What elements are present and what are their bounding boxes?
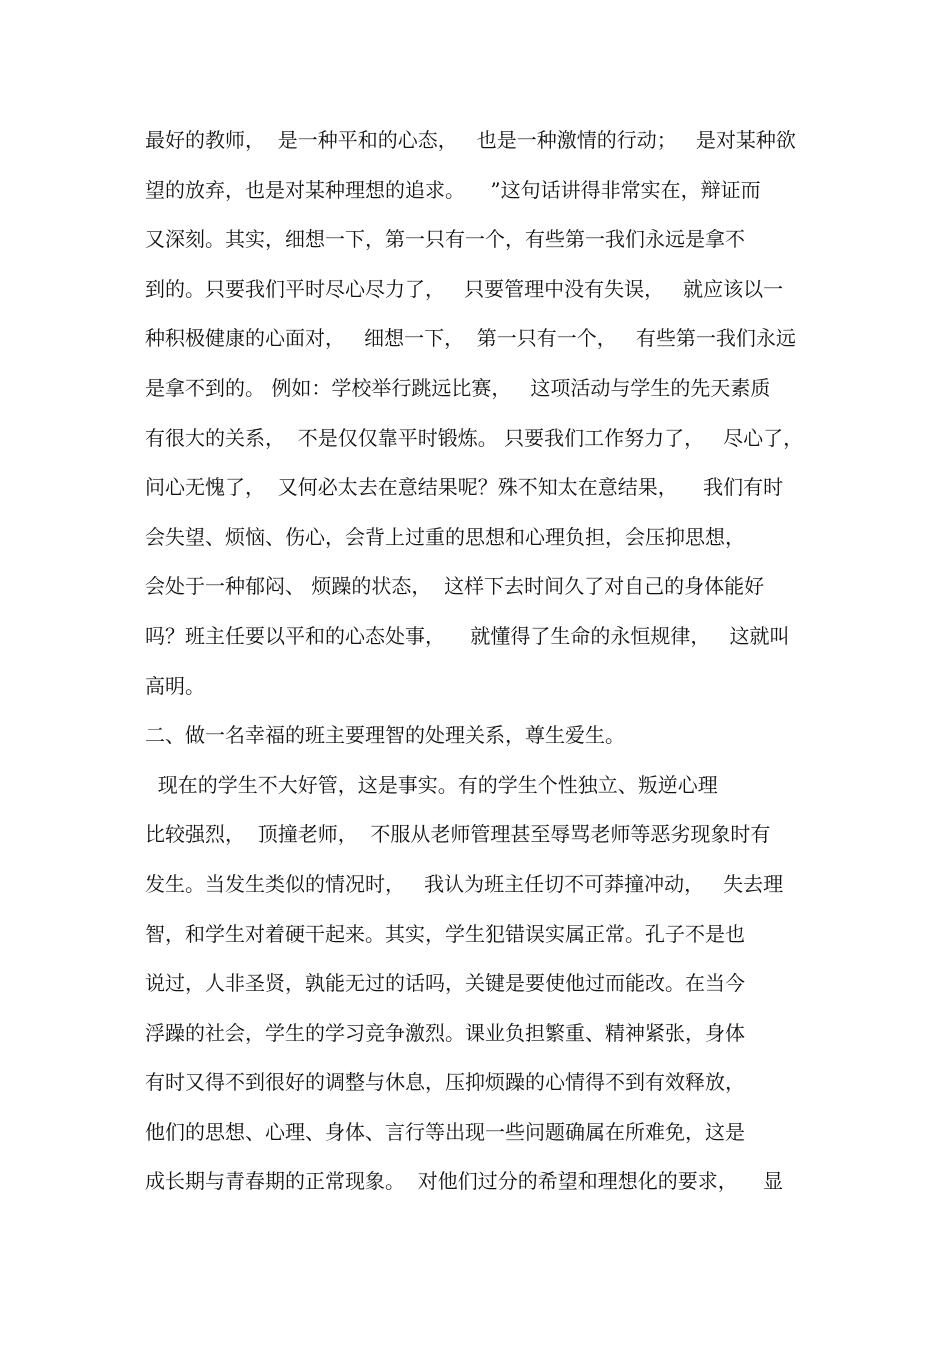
text-line-1: 最好的教师， 是一种平和的心态， 也是一种激情的行动； 是对某种欲 [145,128,796,152]
body-text [145,116,825,1207]
text-line-20: 有时又得不到很好的调整与休息，压抑烦躁的心情得不到有效释放， [145,1070,745,1095]
text-line-11: 吗？班主任要以平和的心态处事， 就懂得了生命的永恒规律， 这就叫 [145,623,790,648]
text-line-22: 成长期与青春期的正常现象。 对他们过分的希望和理想化的要求， 显 [145,1169,784,1194]
text-line-8: 问心无愧了， 又何必太去在意结果呢？殊不知太在意结果， 我们有时 [145,475,784,500]
text-line-2: 望的放弃，也是对某种理想的追求。 ”这句话讲得非常实在，辩证而 [145,177,761,202]
text-line-21: 他们的思想、心理、身体、言行等出现一些问题确属在所难免，这是 [145,1119,745,1144]
text-line-4: 到的。只要我们平时尽心尽力了， 只要管理中没有失误， 就应该以一 [145,276,784,301]
text-line-14: 现在的学生不大好管，这是事实。有的学生个性独立、叛逆心理 [145,772,718,797]
text-line-16: 发生。当发生类似的情况时， 我认为班主任切不可莽撞冲动， 失去理 [145,871,784,896]
text-line-9: 会失望、烦恼、伤心，会背上过重的思想和心理负担，会压抑思想， [145,524,745,549]
text-line-17: 智，和学生对着硬干起来。其实，学生犯错误实属正常。孔子不是也 [145,921,745,946]
text-line-3: 又深刻。其实，细想一下，第一只有一个，有些第一我们永远是拿不 [145,227,745,252]
text-line-18: 说过，人非圣贤，孰能无过的话吗，关键是要使他过而能改。在当今 [145,971,745,996]
text-line-5: 种积极健康的心面对， 细想一下， 第一只有一个， 有些第一我们永远 [145,326,796,351]
text-line-19: 浮躁的社会，学生的学习竞争激烈。课业负担繁重、精神紧张，身体 [145,1020,745,1045]
text-line-7: 有很大的关系， 不是仅仅靠平时锻炼。 只要我们工作努力了， 尽心了， [145,425,804,450]
text-line-12: 高明。 [145,673,205,698]
text-line-10: 会处于一种郁闷、 烦躁的状态， 这样下去时间久了对自己的身体能好 [145,574,765,599]
text-line-6: 是拿不到的。 例如：学校举行跳远比赛， 这项活动与学生的先天素质 [145,375,771,400]
section-heading: 二、做一名幸福的班主要理智的处理关系，尊生爱生。 [145,723,625,748]
text-line-15: 比较强烈， 顶撞老师， 不服从老师管理甚至辱骂老师等恶劣现象时有 [145,822,771,847]
